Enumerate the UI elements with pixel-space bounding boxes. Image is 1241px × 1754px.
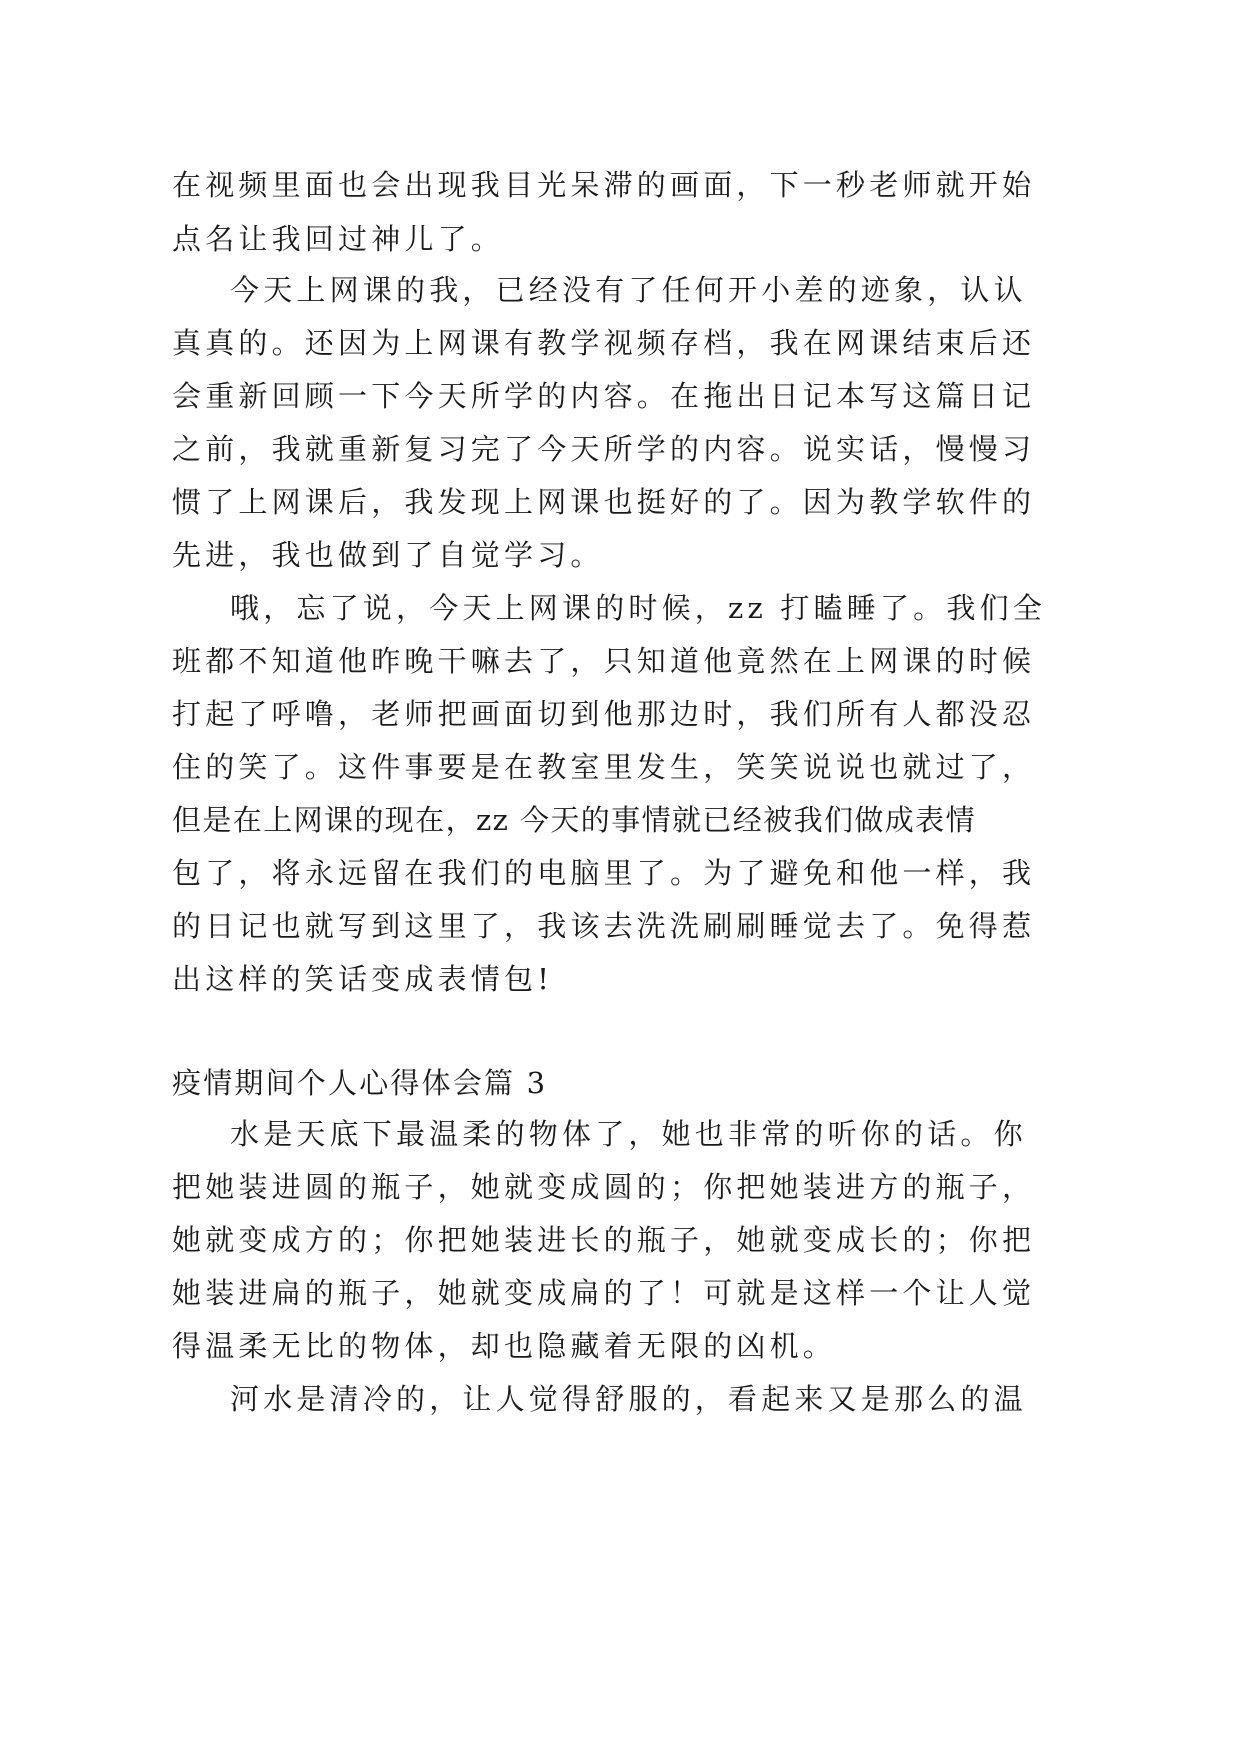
text-line: 真真的。还因为上网课有教学视频存档，我在网课结束后还 — [172, 326, 1036, 360]
text-line: 的日记也就写到这里了，我该去洗洗刷刷睡觉去了。免得惹 — [172, 909, 1036, 943]
text-line: 会重新回顾一下今天所学的内容。在拖出日记本写这篇日记 — [172, 379, 1036, 413]
paragraph-first-line: 水是天底下最温柔的物体了，她也非常的听你的话。你 — [230, 1117, 1027, 1151]
text-line: 住的笑了。这件事要是在教室里发生，笑笑说说也就过了， — [172, 750, 1036, 784]
text-line: 先进，我也做到了自觉学习。 — [172, 538, 604, 572]
text-line: 出这样的笑话变成表情包! — [172, 962, 554, 996]
text-line: 她就变成方的；你把她装进长的瓶子，她就变成长的；你把 — [172, 1223, 1036, 1257]
text-line: 得温柔无比的物体，却也隐藏着无限的凶机。 — [172, 1329, 837, 1363]
text-line: 惯了上网课后，我发现上网课也挺好的了。因为教学软件的 — [172, 485, 1036, 519]
text-line: 但是在上网课的现在，zz 今天的事情就已经被我们做成表情 — [172, 803, 976, 837]
text-line: 包了，将永远留在我们的电脑里了。为了避免和他一样，我 — [172, 856, 1036, 890]
text-line: 她装进扁的瓶子，她就变成扁的了！可就是这样一个让人觉 — [172, 1276, 1036, 1310]
text-line: 在视频里面也会出现我目光呆滞的画面，下一秒老师就开始 — [172, 168, 1036, 202]
text-line: 把她装进圆的瓶子，她就变成圆的；你把她装进方的瓶子， — [172, 1170, 1036, 1204]
text-line: 点名让我回过神儿了。 — [172, 222, 505, 256]
paragraph-first-line: 今天上网课的我，已经没有了任何开小差的迹象，认认 — [230, 273, 1027, 307]
section-heading: 疫情期间个人心得体会篇 3 — [172, 1066, 548, 1100]
paragraph-first-line: 哦，忘了说，今天上网课的时候，zz 打瞌睡了。我们全 — [230, 591, 1046, 625]
text-line: 打起了呼噜，老师把画面切到他那边时，我们所有人都没忍 — [172, 697, 1036, 731]
paragraph-first-line: 河水是清冷的，让人觉得舒服的，看起来又是那么的温 — [230, 1382, 1027, 1416]
text-line: 班都不知道他昨晚干嘛去了，只知道他竟然在上网课的时候 — [172, 644, 1036, 678]
text-line: 之前，我就重新复习完了今天所学的内容。说实话，慢慢习 — [172, 432, 1036, 466]
